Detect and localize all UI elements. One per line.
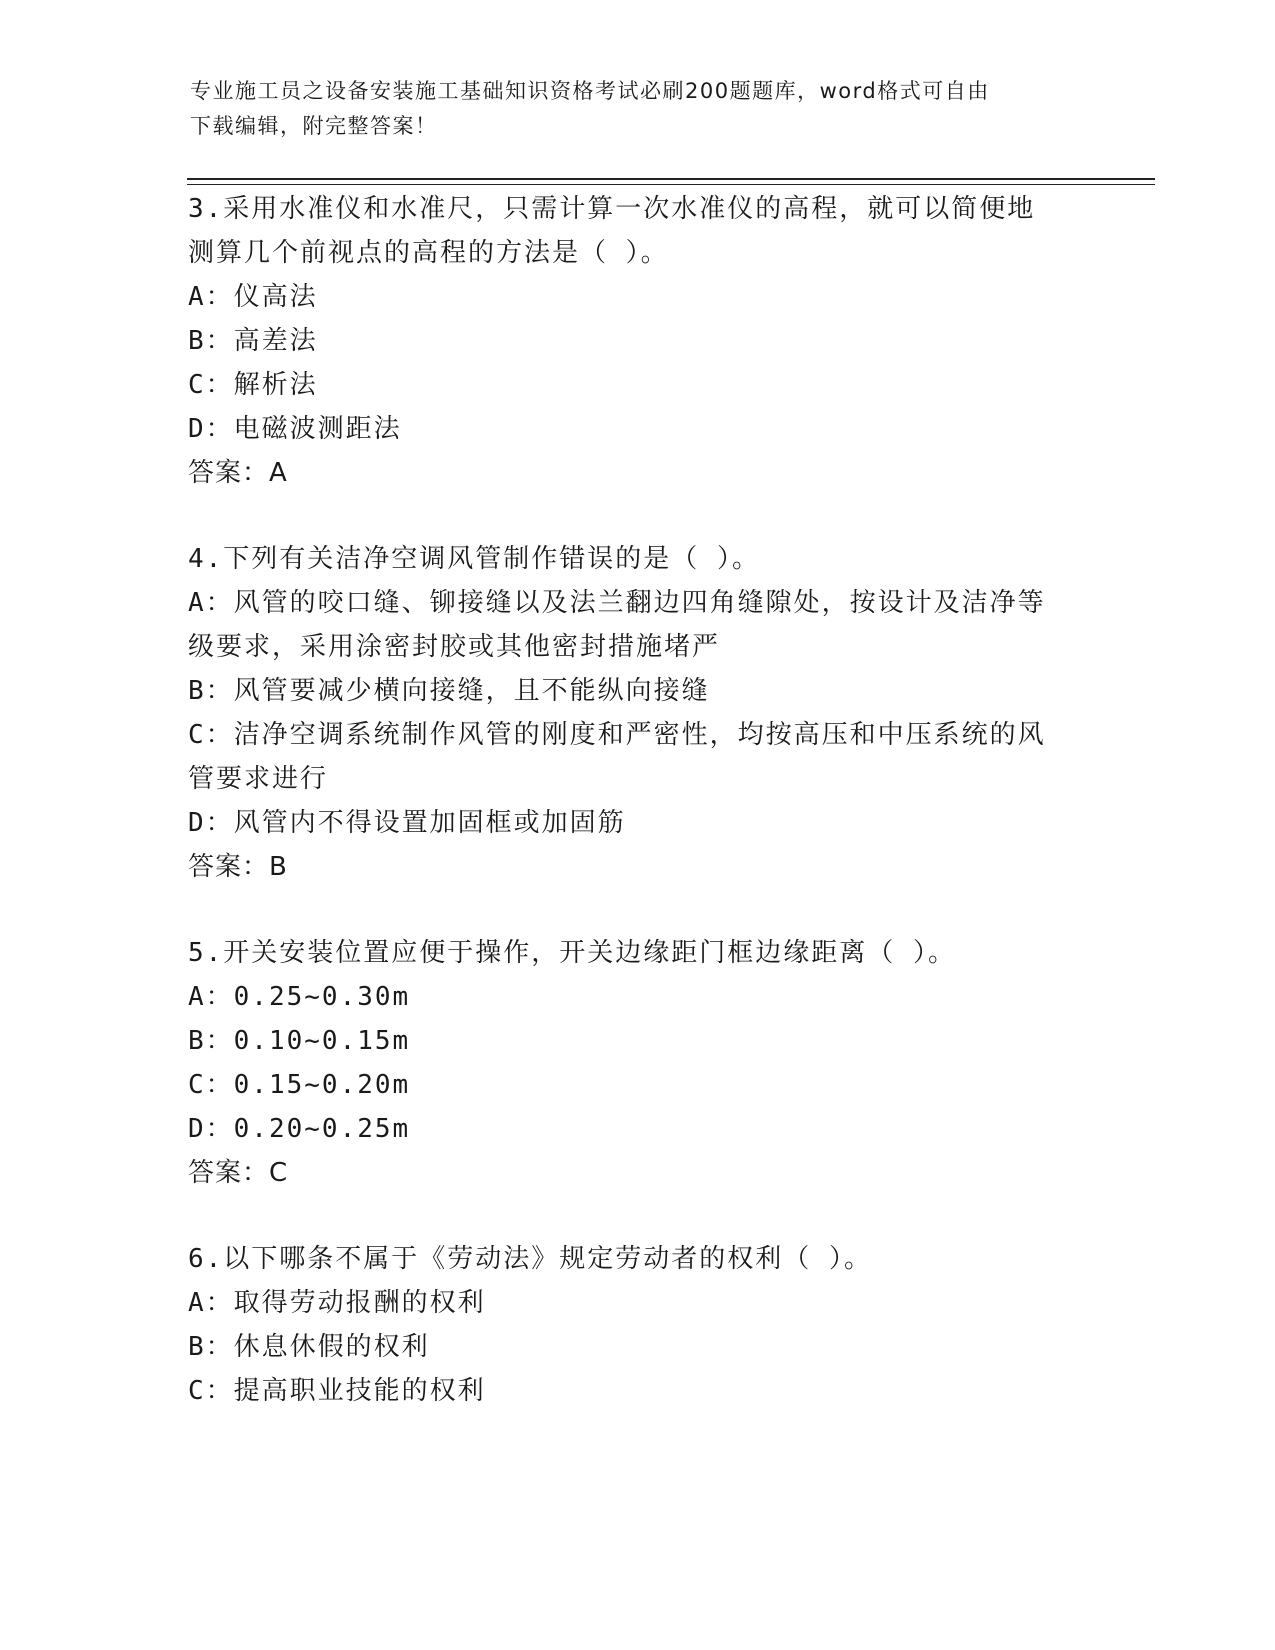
question-4-option-c-line-1: C：洁净空调系统制作风管的刚度和严密性，均按高压和中压系统的风 — [188, 720, 1046, 750]
question-4-option-a-line-2: 级要求，采用涂密封胶或其他密封措施堵严 — [188, 632, 721, 662]
question-4-option-d: D：风管内不得设置加固框或加固筋 — [188, 808, 626, 838]
question-4-option-c-line-2: 管要求进行 — [188, 764, 329, 794]
question-4-stem-line-1: 4.下列有关洁净空调风管制作错误的是（ ）。 — [188, 544, 760, 574]
question-3-option-d: D：电磁波测距法 — [188, 414, 402, 444]
header-line-2: 下载编辑，附完整答案！ — [190, 114, 438, 138]
header-line-1: 专业施工员之设备安装施工基础知识资格考试必刷200题题库，word格式可自由 — [190, 79, 990, 103]
question-3-stem-line-2: 测算几个前视点的高程的方法是（ ）。 — [188, 238, 669, 268]
question-3-option-b: B：高差法 — [188, 326, 318, 356]
question-4-option-b: B：风管要减少横向接缝，且不能纵向接缝 — [188, 676, 710, 706]
question-5-stem-line-1: 5.开关安装位置应便于操作，开关边缘距门框边缘距离（ ）。 — [188, 938, 956, 968]
question-5-option-b: B：0.10~0.15m — [188, 1026, 411, 1056]
header-divider-thick — [187, 178, 1155, 180]
question-5-option-d: D：0.20~0.25m — [188, 1114, 411, 1144]
question-6-option-b: B：休息休假的权利 — [188, 1332, 430, 1362]
question-5-option-a: A：0.25~0.30m — [188, 982, 411, 1012]
question-6-option-c: C：提高职业技能的权利 — [188, 1376, 486, 1406]
question-3-option-a: A：仪高法 — [188, 282, 318, 312]
question-4-answer: 答案：B — [188, 852, 288, 882]
question-3-stem-line-1: 3.采用水准仪和水准尺，只需计算一次水准仪的高程，就可以简便地 — [188, 194, 1036, 224]
question-5-option-c: C：0.15~0.20m — [188, 1070, 411, 1100]
question-5-answer: 答案：C — [188, 1158, 289, 1188]
question-4-option-a-line-1: A：风管的咬口缝、铆接缝以及法兰翻边四角缝隙处，按设计及洁净等 — [188, 588, 1046, 618]
header-divider-thin — [187, 184, 1155, 185]
question-6-option-a: A：取得劳动报酬的权利 — [188, 1288, 486, 1318]
question-6-stem-line-1: 6.以下哪条不属于《劳动法》规定劳动者的权利（ ）。 — [188, 1244, 872, 1274]
document-header — [190, 74, 1070, 144]
question-3-option-c: C：解析法 — [188, 370, 318, 400]
question-3-answer: 答案：A — [188, 458, 288, 488]
